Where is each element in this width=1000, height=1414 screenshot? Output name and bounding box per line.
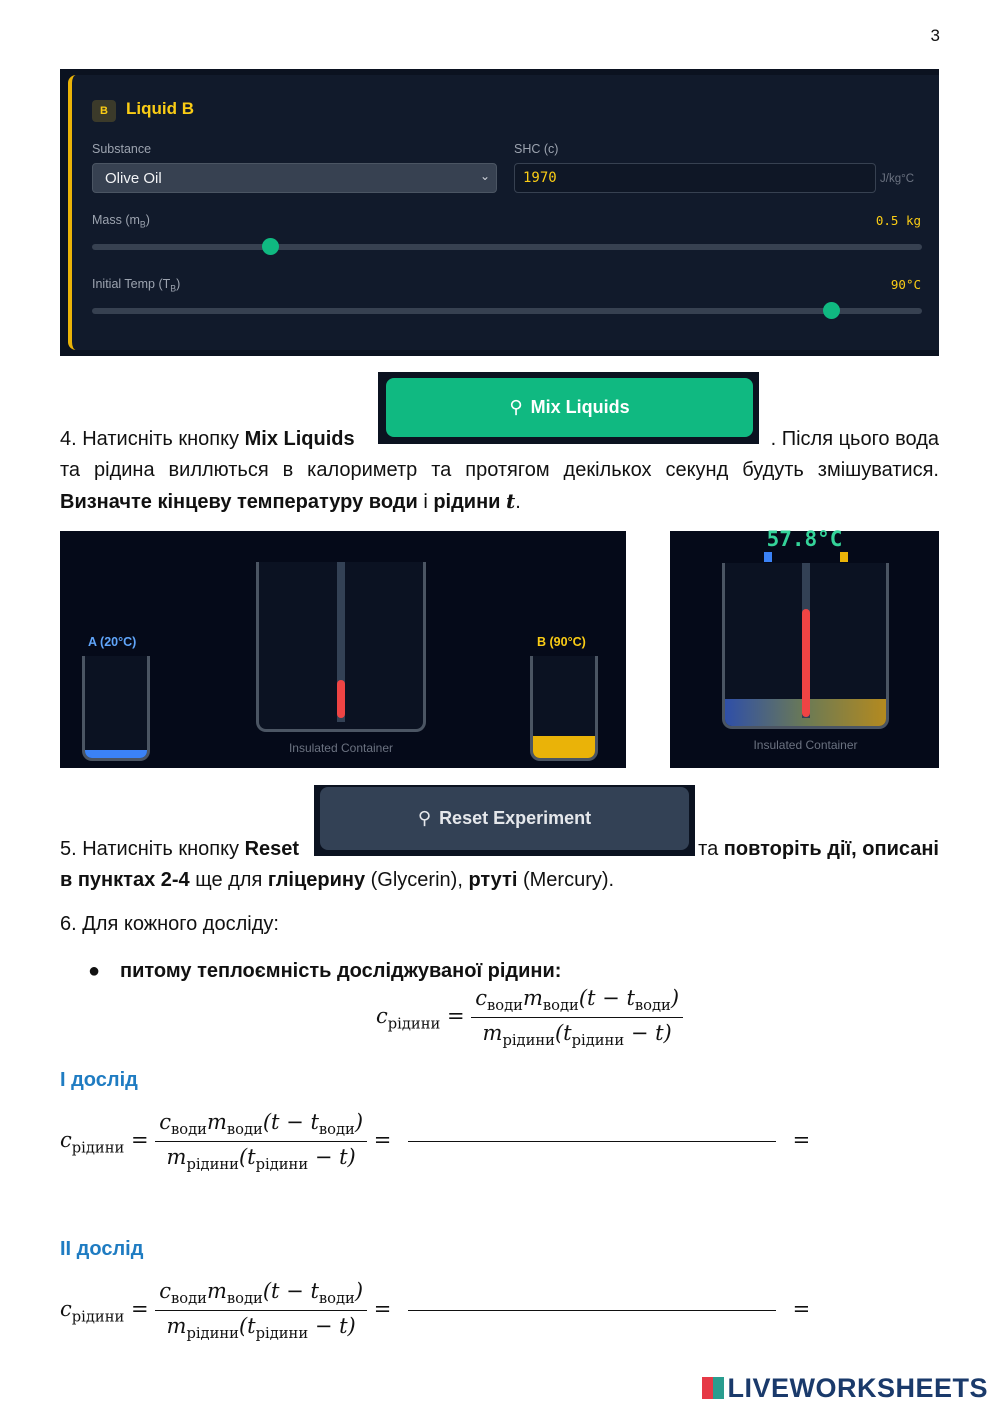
subscript-liquid: рідини <box>571 1032 625 1050</box>
step4-line2: та рідина виллються в калориметр та протягом декількох секунд будуть змішуватися. <box>60 459 939 481</box>
var-t: t <box>247 1145 256 1170</box>
container-label: Insulated Container <box>753 738 858 752</box>
temp-value: 90°C <box>890 277 921 292</box>
subscript-liquid: рідини <box>387 1015 441 1033</box>
substance-value: Olive Oil <box>105 170 162 187</box>
var-t: t <box>655 1021 664 1046</box>
answer-line-2[interactable] <box>408 1310 776 1311</box>
page-number: 3 <box>930 26 940 45</box>
liquid-b <box>533 736 595 758</box>
marker-a <box>764 552 772 562</box>
var-m: m <box>522 986 543 1010</box>
var-t: t <box>310 1279 319 1303</box>
step6-text: 6. Для кожного досліду: <box>60 913 279 935</box>
subscript-liquid: рідини <box>255 1325 309 1343</box>
var-c: c <box>376 1004 388 1029</box>
formula-experiment-1: $c_{рідини}$ = $\frac{c_{води}m_{води}(t - t_{води})}{m_{рідини}(t_{рідини} - t)}$ = = <box>60 1110 811 1174</box>
step6-bullet: ● питому теплоємність досліджуваної рідини: <box>88 960 562 982</box>
subscript-liquid: рідини <box>186 1156 239 1174</box>
subscript-liquid: рідини <box>71 1308 125 1326</box>
flask-icon: ⚲ <box>509 397 523 417</box>
final-temperature: 57.8°C <box>766 527 843 551</box>
answer-line-1[interactable] <box>408 1141 776 1142</box>
beaker-b-label: B (90°C) <box>537 635 586 649</box>
logo-icon <box>702 1377 724 1399</box>
var-t: t <box>626 986 635 1010</box>
var-t: t <box>310 1110 319 1134</box>
mass-value: 0.5 kg <box>875 213 921 228</box>
beaker-a <box>82 656 150 761</box>
liquid-badge: B <box>92 100 116 122</box>
liquid-b-card <box>68 75 939 350</box>
subscript-water: води <box>318 1121 355 1139</box>
chevron-down-icon: ⌄ <box>479 169 490 183</box>
experiment-2-heading: II дослід <box>60 1238 144 1260</box>
flask-icon: ⚲ <box>417 808 432 828</box>
formula-experiment-2: $c_{рідини}$ = $\frac{c_{води}m_{води}(t - t_{води})}{m_{рідини}(t_{рідини} - t)}$ = = <box>60 1279 811 1343</box>
subscript-liquid: рідини <box>71 1139 125 1157</box>
var-t: t <box>587 986 596 1010</box>
var-m: m <box>206 1279 227 1303</box>
mass-slider-thumb[interactable] <box>262 238 279 255</box>
beaker-a-label: A (20°C) <box>88 635 137 649</box>
subscript-water: води <box>226 1121 263 1139</box>
step5-line1: 5. Натисніть кнопку Reset та повторіть дії, описані <box>60 838 939 860</box>
scene-before-mixing <box>60 531 626 768</box>
subscript-liquid: рідини <box>186 1325 239 1343</box>
step4-line3: Визначте кінцеву температуру води і рідини t. <box>60 489 521 513</box>
liveworksheets-logo: LIVEWORKSHEETS <box>702 1373 988 1404</box>
shc-input[interactable]: 1970 <box>514 163 876 193</box>
liquid-a <box>85 750 147 758</box>
var-m: m <box>482 1021 503 1046</box>
formula-main: $c_{рідини}$ = $\frac{c_{води}m_{води}(t - t_{води})}{m_{рідини}(t_{рідини} - t)}$ <box>376 986 683 1049</box>
var-c: c <box>60 1297 72 1322</box>
thermometer-mercury <box>337 680 345 718</box>
marker-b <box>840 552 848 562</box>
var-c: c <box>60 1128 72 1153</box>
temp-slider[interactable] <box>92 308 922 314</box>
step4-line1: 4. Натисніть кнопку Mix Liquids . Після цього вода <box>60 428 939 450</box>
mix-liquids-button[interactable]: ⚲ Mix Liquids <box>386 378 753 437</box>
var-t: t <box>271 1110 280 1134</box>
shc-label: SHC (c) <box>514 142 559 156</box>
var-m: m <box>166 1145 187 1170</box>
subscript-water: води <box>318 1290 355 1308</box>
reset-experiment-button[interactable]: ⚲ Reset Experiment <box>320 787 689 850</box>
temp-slider-thumb[interactable] <box>823 302 840 319</box>
subscript-liquid: рідини <box>255 1156 309 1174</box>
var-t: t <box>271 1279 280 1303</box>
var-c: c <box>475 986 487 1010</box>
thermometer-mercury <box>802 609 810 717</box>
var-t: t <box>339 1145 348 1170</box>
subscript-water: води <box>487 997 523 1015</box>
subscript-water: води <box>171 1121 207 1139</box>
var-m: m <box>166 1314 187 1339</box>
subscript-water: води <box>542 997 579 1015</box>
experiment-1-heading: I дослід <box>60 1069 138 1091</box>
temp-label: Initial Temp $(T_B)$ <box>92 277 181 294</box>
var-t: t <box>339 1314 348 1339</box>
insulated-container <box>256 562 426 732</box>
liquid-b-panel <box>60 69 939 356</box>
shc-unit: J/kg°C <box>880 173 914 185</box>
var-t: t <box>247 1314 256 1339</box>
step5-line2: в пунктах 2-4 ще для гліцерину (Glycerin), ртуті (Mercury). <box>60 869 615 891</box>
scene-after-mixing <box>670 527 939 768</box>
insulated-container-mixed <box>722 563 889 729</box>
mass-label: Mass $(m_B)$ <box>92 213 150 230</box>
var-c: c <box>159 1279 171 1303</box>
subscript-water: води <box>226 1290 263 1308</box>
mass-slider[interactable] <box>92 244 922 250</box>
var-t: t <box>563 1021 572 1046</box>
subscript-water: води <box>171 1290 207 1308</box>
liquid-title: Liquid B <box>126 99 194 118</box>
beaker-b <box>530 656 598 761</box>
subscript-water: води <box>634 997 671 1015</box>
var-c: c <box>159 1110 171 1134</box>
substance-label: Substance <box>92 142 152 156</box>
subscript-liquid: рідини <box>502 1032 555 1050</box>
var-m: m <box>206 1110 227 1134</box>
container-label: Insulated Container <box>288 741 394 755</box>
substance-select[interactable] <box>92 163 497 193</box>
